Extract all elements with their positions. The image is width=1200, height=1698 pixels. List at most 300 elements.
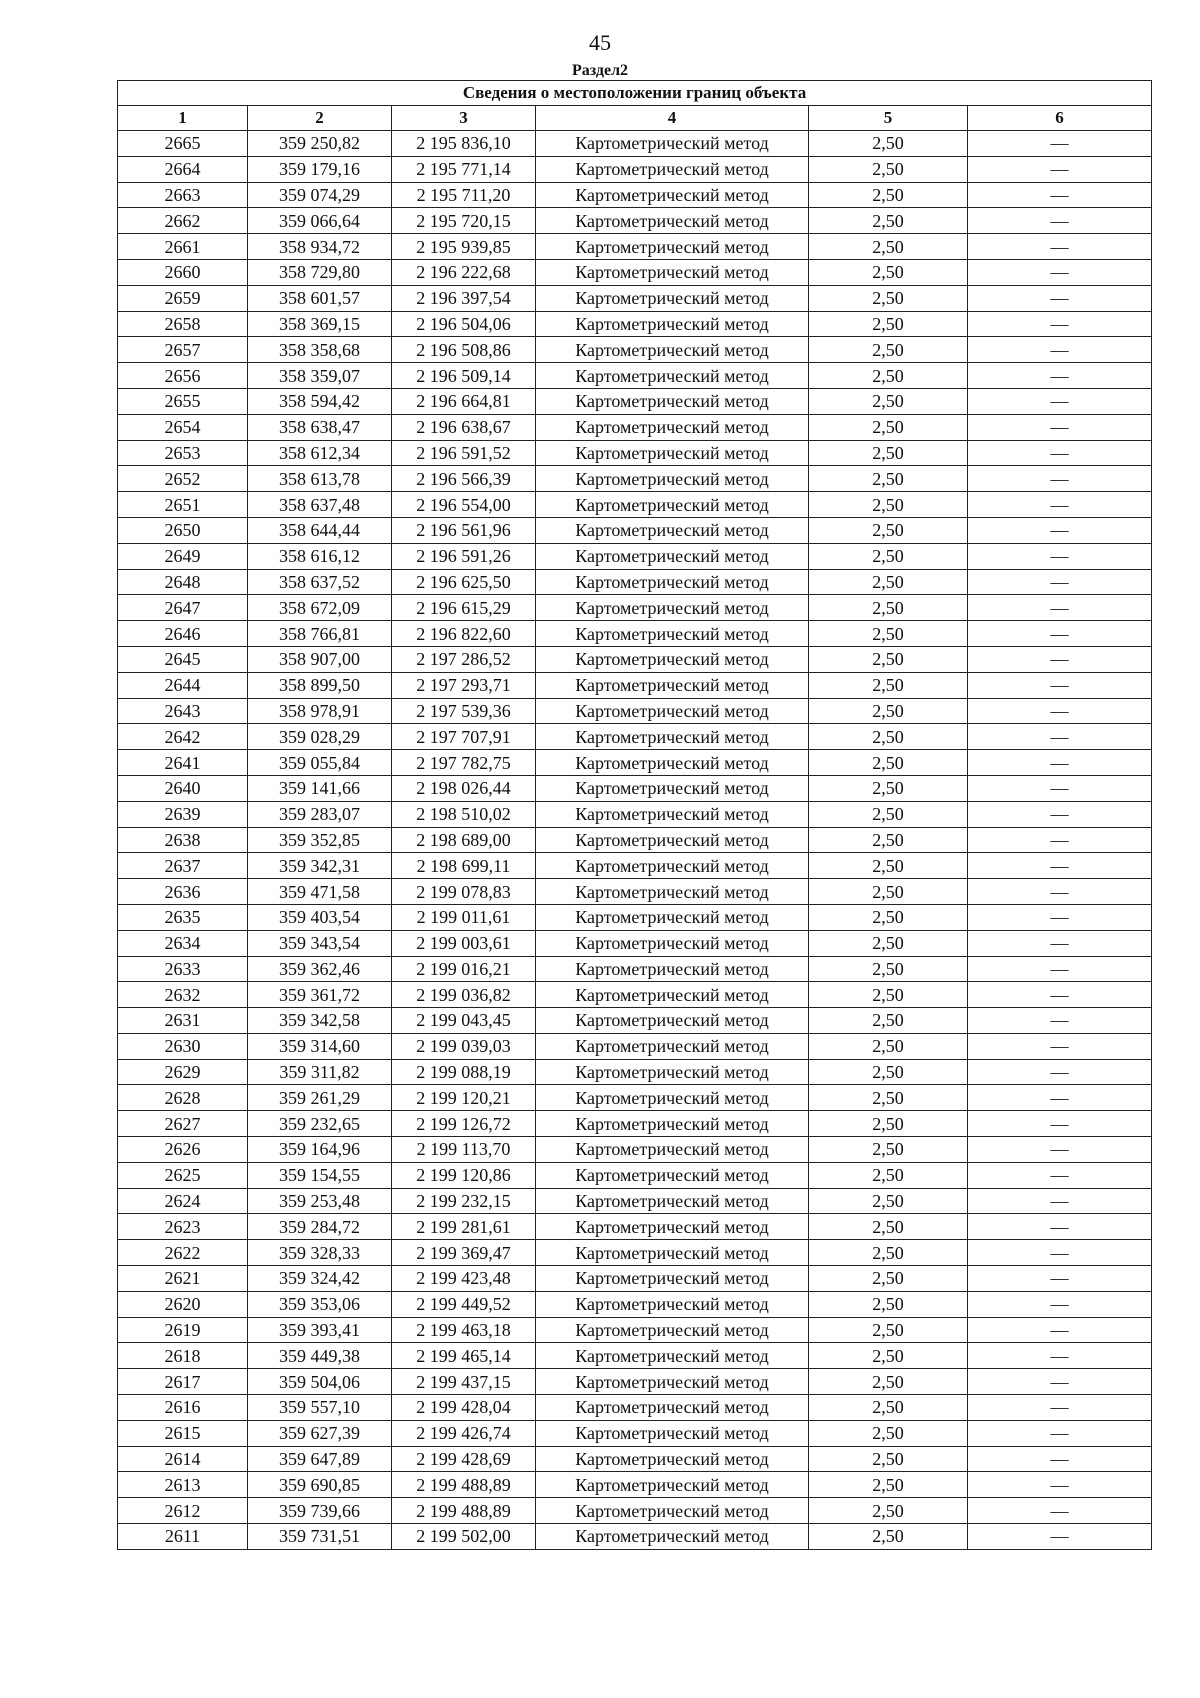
description-cell: — [968, 879, 1152, 905]
accuracy-cell: 2,50 [809, 363, 968, 389]
description-cell: — [968, 156, 1152, 182]
method-cell: Картометрический метод [536, 363, 809, 389]
description-cell: — [968, 1291, 1152, 1317]
method-cell: Картометрический метод [536, 311, 809, 337]
table-row [118, 569, 1152, 595]
point-number-cell: 2651 [118, 492, 248, 518]
method-cell: Картометрический метод [536, 724, 809, 750]
accuracy-cell: 2,50 [809, 621, 968, 647]
column-header: 1 [118, 106, 248, 131]
table-row [118, 363, 1152, 389]
y-coordinate-cell: 2 196 591,52 [392, 440, 536, 466]
table-row [118, 259, 1152, 285]
column-header: 3 [392, 106, 536, 131]
description-cell: — [968, 1524, 1152, 1550]
x-coordinate-cell: 359 504,06 [248, 1369, 392, 1395]
method-cell: Картометрический метод [536, 982, 809, 1008]
method-cell: Картометрический метод [536, 1446, 809, 1472]
point-number-cell: 2660 [118, 259, 248, 285]
accuracy-cell: 2,50 [809, 1446, 968, 1472]
table-row [118, 724, 1152, 750]
description-cell: — [968, 982, 1152, 1008]
method-cell: Картометрический метод [536, 1111, 809, 1137]
accuracy-cell: 2,50 [809, 311, 968, 337]
table-row [118, 1214, 1152, 1240]
point-number-cell: 2631 [118, 1008, 248, 1034]
table-row [118, 1369, 1152, 1395]
method-cell: Картометрический метод [536, 543, 809, 569]
table-title-row [118, 81, 1152, 106]
table-row [118, 1240, 1152, 1266]
description-cell: — [968, 1317, 1152, 1343]
table-row [118, 1472, 1152, 1498]
table-row [118, 1524, 1152, 1550]
table-row [118, 1008, 1152, 1034]
y-coordinate-cell: 2 199 369,47 [392, 1240, 536, 1266]
y-coordinate-cell: 2 196 554,00 [392, 492, 536, 518]
table-row [118, 1059, 1152, 1085]
point-number-cell: 2634 [118, 930, 248, 956]
table-row [118, 182, 1152, 208]
y-coordinate-cell: 2 198 510,02 [392, 801, 536, 827]
description-cell: — [968, 724, 1152, 750]
accuracy-cell: 2,50 [809, 1343, 968, 1369]
description-cell: — [968, 569, 1152, 595]
point-number-cell: 2629 [118, 1059, 248, 1085]
accuracy-cell: 2,50 [809, 853, 968, 879]
y-coordinate-cell: 2 199 003,61 [392, 930, 536, 956]
point-number-cell: 2619 [118, 1317, 248, 1343]
x-coordinate-cell: 358 766,81 [248, 621, 392, 647]
method-cell: Картометрический метод [536, 285, 809, 311]
table-row [118, 1111, 1152, 1137]
point-number-cell: 2656 [118, 363, 248, 389]
accuracy-cell: 2,50 [809, 466, 968, 492]
point-number-cell: 2652 [118, 466, 248, 492]
accuracy-cell: 2,50 [809, 492, 968, 518]
point-number-cell: 2661 [118, 234, 248, 260]
description-cell: — [968, 1240, 1152, 1266]
method-cell: Картометрический метод [536, 1214, 809, 1240]
table-row [118, 1291, 1152, 1317]
table-row [118, 595, 1152, 621]
method-cell: Картометрический метод [536, 182, 809, 208]
point-number-cell: 2625 [118, 1162, 248, 1188]
y-coordinate-cell: 2 197 707,91 [392, 724, 536, 750]
y-coordinate-cell: 2 199 488,89 [392, 1498, 536, 1524]
y-coordinate-cell: 2 199 043,45 [392, 1008, 536, 1034]
table-row [118, 750, 1152, 776]
description-cell: — [968, 1395, 1152, 1421]
description-cell: — [968, 1472, 1152, 1498]
x-coordinate-cell: 359 627,39 [248, 1420, 392, 1446]
y-coordinate-cell: 2 199 502,00 [392, 1524, 536, 1550]
point-number-cell: 2627 [118, 1111, 248, 1137]
method-cell: Картометрический метод [536, 208, 809, 234]
method-cell: Картометрический метод [536, 930, 809, 956]
method-cell: Картометрический метод [536, 131, 809, 157]
description-cell: — [968, 466, 1152, 492]
point-number-cell: 2635 [118, 904, 248, 930]
y-coordinate-cell: 2 196 664,81 [392, 388, 536, 414]
y-coordinate-cell: 2 195 720,15 [392, 208, 536, 234]
x-coordinate-cell: 358 612,34 [248, 440, 392, 466]
accuracy-cell: 2,50 [809, 1059, 968, 1085]
method-cell: Картометрический метод [536, 337, 809, 363]
y-coordinate-cell: 2 196 397,54 [392, 285, 536, 311]
table-row [118, 543, 1152, 569]
table-row [118, 1162, 1152, 1188]
accuracy-cell: 2,50 [809, 234, 968, 260]
x-coordinate-cell: 358 369,15 [248, 311, 392, 337]
x-coordinate-cell: 358 594,42 [248, 388, 392, 414]
accuracy-cell: 2,50 [809, 827, 968, 853]
y-coordinate-cell: 2 195 939,85 [392, 234, 536, 260]
x-coordinate-cell: 359 141,66 [248, 775, 392, 801]
x-coordinate-cell: 359 361,72 [248, 982, 392, 1008]
x-coordinate-cell: 359 311,82 [248, 1059, 392, 1085]
table-row [118, 646, 1152, 672]
column-header: 5 [809, 106, 968, 131]
accuracy-cell: 2,50 [809, 1317, 968, 1343]
x-coordinate-cell: 359 557,10 [248, 1395, 392, 1421]
method-cell: Картометрический метод [536, 569, 809, 595]
accuracy-cell: 2,50 [809, 750, 968, 776]
table-row [118, 517, 1152, 543]
accuracy-cell: 2,50 [809, 259, 968, 285]
x-coordinate-cell: 359 343,54 [248, 930, 392, 956]
point-number-cell: 2649 [118, 543, 248, 569]
point-number-cell: 2626 [118, 1137, 248, 1163]
table-row [118, 1033, 1152, 1059]
y-coordinate-cell: 2 199 113,70 [392, 1137, 536, 1163]
description-cell: — [968, 1188, 1152, 1214]
description-cell: — [968, 1008, 1152, 1034]
x-coordinate-cell: 358 638,47 [248, 414, 392, 440]
y-coordinate-cell: 2 195 836,10 [392, 131, 536, 157]
x-coordinate-cell: 359 164,96 [248, 1137, 392, 1163]
coordinates-table [117, 80, 1152, 1550]
point-number-cell: 2617 [118, 1369, 248, 1395]
point-number-cell: 2637 [118, 853, 248, 879]
x-coordinate-cell: 359 154,55 [248, 1162, 392, 1188]
point-number-cell: 2642 [118, 724, 248, 750]
method-cell: Картометрический метод [536, 1188, 809, 1214]
accuracy-cell: 2,50 [809, 414, 968, 440]
y-coordinate-cell: 2 199 428,04 [392, 1395, 536, 1421]
y-coordinate-cell: 2 199 426,74 [392, 1420, 536, 1446]
y-coordinate-cell: 2 196 615,29 [392, 595, 536, 621]
x-coordinate-cell: 359 283,07 [248, 801, 392, 827]
method-cell: Картометрический метод [536, 440, 809, 466]
method-cell: Картометрический метод [536, 1524, 809, 1550]
description-cell: — [968, 311, 1152, 337]
x-coordinate-cell: 359 449,38 [248, 1343, 392, 1369]
method-cell: Картометрический метод [536, 956, 809, 982]
point-number-cell: 2632 [118, 982, 248, 1008]
x-coordinate-cell: 359 250,82 [248, 131, 392, 157]
point-number-cell: 2636 [118, 879, 248, 905]
description-cell: — [968, 646, 1152, 672]
x-coordinate-cell: 359 353,06 [248, 1291, 392, 1317]
x-coordinate-cell: 358 616,12 [248, 543, 392, 569]
y-coordinate-cell: 2 199 126,72 [392, 1111, 536, 1137]
description-cell: — [968, 775, 1152, 801]
description-cell: — [968, 1162, 1152, 1188]
column-header-row [118, 106, 1152, 131]
accuracy-cell: 2,50 [809, 1524, 968, 1550]
table-title: Сведения о местоположении границ объекта [118, 81, 1152, 106]
table-row [118, 853, 1152, 879]
y-coordinate-cell: 2 199 488,89 [392, 1472, 536, 1498]
x-coordinate-cell: 359 179,16 [248, 156, 392, 182]
accuracy-cell: 2,50 [809, 1008, 968, 1034]
accuracy-cell: 2,50 [809, 930, 968, 956]
method-cell: Картометрический метод [536, 1162, 809, 1188]
method-cell: Картометрический метод [536, 801, 809, 827]
table-row [118, 904, 1152, 930]
column-header: 6 [968, 106, 1152, 131]
point-number-cell: 2611 [118, 1524, 248, 1550]
x-coordinate-cell: 359 393,41 [248, 1317, 392, 1343]
accuracy-cell: 2,50 [809, 801, 968, 827]
description-cell: — [968, 1059, 1152, 1085]
method-cell: Картометрический метод [536, 621, 809, 647]
description-cell: — [968, 1214, 1152, 1240]
description-cell: — [968, 1137, 1152, 1163]
y-coordinate-cell: 2 199 088,19 [392, 1059, 536, 1085]
method-cell: Картометрический метод [536, 1317, 809, 1343]
x-coordinate-cell: 359 314,60 [248, 1033, 392, 1059]
x-coordinate-cell: 358 729,80 [248, 259, 392, 285]
description-cell: — [968, 930, 1152, 956]
x-coordinate-cell: 359 261,29 [248, 1085, 392, 1111]
point-number-cell: 2662 [118, 208, 248, 234]
description-cell: — [968, 182, 1152, 208]
point-number-cell: 2648 [118, 569, 248, 595]
x-coordinate-cell: 358 907,00 [248, 646, 392, 672]
accuracy-cell: 2,50 [809, 569, 968, 595]
description-cell: — [968, 363, 1152, 389]
accuracy-cell: 2,50 [809, 1369, 968, 1395]
x-coordinate-cell: 358 613,78 [248, 466, 392, 492]
accuracy-cell: 2,50 [809, 904, 968, 930]
y-coordinate-cell: 2 196 625,50 [392, 569, 536, 595]
y-coordinate-cell: 2 199 120,21 [392, 1085, 536, 1111]
accuracy-cell: 2,50 [809, 543, 968, 569]
accuracy-cell: 2,50 [809, 595, 968, 621]
y-coordinate-cell: 2 197 293,71 [392, 672, 536, 698]
accuracy-cell: 2,50 [809, 388, 968, 414]
accuracy-cell: 2,50 [809, 982, 968, 1008]
accuracy-cell: 2,50 [809, 1420, 968, 1446]
y-coordinate-cell: 2 199 437,15 [392, 1369, 536, 1395]
section-title: Раздел2 [571, 62, 629, 79]
x-coordinate-cell: 359 647,89 [248, 1446, 392, 1472]
accuracy-cell: 2,50 [809, 1033, 968, 1059]
x-coordinate-cell: 359 362,46 [248, 956, 392, 982]
description-cell: — [968, 440, 1152, 466]
accuracy-cell: 2,50 [809, 724, 968, 750]
description-cell: — [968, 131, 1152, 157]
y-coordinate-cell: 2 198 026,44 [392, 775, 536, 801]
table-body [118, 131, 1152, 1550]
point-number-cell: 2620 [118, 1291, 248, 1317]
point-number-cell: 2628 [118, 1085, 248, 1111]
point-number-cell: 2638 [118, 827, 248, 853]
table-row [118, 698, 1152, 724]
method-cell: Картометрический метод [536, 1369, 809, 1395]
x-coordinate-cell: 359 471,58 [248, 879, 392, 905]
method-cell: Картометрический метод [536, 517, 809, 543]
x-coordinate-cell: 358 978,91 [248, 698, 392, 724]
table-row [118, 440, 1152, 466]
y-coordinate-cell: 2 196 509,14 [392, 363, 536, 389]
point-number-cell: 2624 [118, 1188, 248, 1214]
y-coordinate-cell: 2 197 286,52 [392, 646, 536, 672]
table-row [118, 492, 1152, 518]
accuracy-cell: 2,50 [809, 1188, 968, 1214]
table-row [118, 337, 1152, 363]
method-cell: Картометрический метод [536, 1033, 809, 1059]
description-cell: — [968, 1420, 1152, 1446]
description-cell: — [968, 1446, 1152, 1472]
description-cell: — [968, 904, 1152, 930]
description-cell: — [968, 1266, 1152, 1292]
y-coordinate-cell: 2 196 504,06 [392, 311, 536, 337]
y-coordinate-cell: 2 199 039,03 [392, 1033, 536, 1059]
method-cell: Картометрический метод [536, 827, 809, 853]
description-cell: — [968, 543, 1152, 569]
point-number-cell: 2630 [118, 1033, 248, 1059]
point-number-cell: 2653 [118, 440, 248, 466]
y-coordinate-cell: 2 199 036,82 [392, 982, 536, 1008]
accuracy-cell: 2,50 [809, 208, 968, 234]
description-cell: — [968, 672, 1152, 698]
accuracy-cell: 2,50 [809, 1395, 968, 1421]
point-number-cell: 2641 [118, 750, 248, 776]
y-coordinate-cell: 2 199 078,83 [392, 879, 536, 905]
point-number-cell: 2615 [118, 1420, 248, 1446]
accuracy-cell: 2,50 [809, 182, 968, 208]
point-number-cell: 2616 [118, 1395, 248, 1421]
x-coordinate-cell: 359 352,85 [248, 827, 392, 853]
accuracy-cell: 2,50 [809, 1291, 968, 1317]
point-number-cell: 2618 [118, 1343, 248, 1369]
column-header: 2 [248, 106, 392, 131]
x-coordinate-cell: 359 690,85 [248, 1472, 392, 1498]
x-coordinate-cell: 359 342,31 [248, 853, 392, 879]
y-coordinate-cell: 2 196 508,86 [392, 337, 536, 363]
table-row [118, 466, 1152, 492]
accuracy-cell: 2,50 [809, 285, 968, 311]
table-row [118, 208, 1152, 234]
accuracy-cell: 2,50 [809, 1472, 968, 1498]
point-number-cell: 2654 [118, 414, 248, 440]
table-row [118, 1317, 1152, 1343]
y-coordinate-cell: 2 199 011,61 [392, 904, 536, 930]
accuracy-cell: 2,50 [809, 156, 968, 182]
description-cell: — [968, 337, 1152, 363]
x-coordinate-cell: 359 342,58 [248, 1008, 392, 1034]
method-cell: Картометрический метод [536, 259, 809, 285]
accuracy-cell: 2,50 [809, 1162, 968, 1188]
description-cell: — [968, 956, 1152, 982]
method-cell: Картометрический метод [536, 1059, 809, 1085]
table-row [118, 1395, 1152, 1421]
x-coordinate-cell: 359 232,65 [248, 1111, 392, 1137]
y-coordinate-cell: 2 199 428,69 [392, 1446, 536, 1472]
table-row [118, 1446, 1152, 1472]
x-coordinate-cell: 359 731,51 [248, 1524, 392, 1550]
table-row [118, 1085, 1152, 1111]
description-cell: — [968, 414, 1152, 440]
method-cell: Картометрический метод [536, 595, 809, 621]
point-number-cell: 2643 [118, 698, 248, 724]
x-coordinate-cell: 358 899,50 [248, 672, 392, 698]
table-row [118, 234, 1152, 260]
x-coordinate-cell: 358 637,48 [248, 492, 392, 518]
y-coordinate-cell: 2 196 561,96 [392, 517, 536, 543]
table-row [118, 311, 1152, 337]
y-coordinate-cell: 2 197 782,75 [392, 750, 536, 776]
method-cell: Картометрический метод [536, 1266, 809, 1292]
method-cell: Картометрический метод [536, 466, 809, 492]
description-cell: — [968, 492, 1152, 518]
description-cell: — [968, 208, 1152, 234]
point-number-cell: 2614 [118, 1446, 248, 1472]
x-coordinate-cell: 359 403,54 [248, 904, 392, 930]
x-coordinate-cell: 359 074,29 [248, 182, 392, 208]
table-row [118, 621, 1152, 647]
method-cell: Картометрический метод [536, 853, 809, 879]
method-cell: Картометрический метод [536, 750, 809, 776]
accuracy-cell: 2,50 [809, 1085, 968, 1111]
accuracy-cell: 2,50 [809, 337, 968, 363]
x-coordinate-cell: 358 359,07 [248, 363, 392, 389]
x-coordinate-cell: 359 739,66 [248, 1498, 392, 1524]
table-row [118, 1420, 1152, 1446]
accuracy-cell: 2,50 [809, 698, 968, 724]
y-coordinate-cell: 2 199 449,52 [392, 1291, 536, 1317]
point-number-cell: 2613 [118, 1472, 248, 1498]
method-cell: Картометрический метод [536, 414, 809, 440]
description-cell: — [968, 595, 1152, 621]
description-cell: — [968, 517, 1152, 543]
table-row [118, 1343, 1152, 1369]
x-coordinate-cell: 358 358,68 [248, 337, 392, 363]
point-number-cell: 2657 [118, 337, 248, 363]
y-coordinate-cell: 2 199 281,61 [392, 1214, 536, 1240]
method-cell: Картометрический метод [536, 904, 809, 930]
table-row [118, 956, 1152, 982]
description-cell: — [968, 1033, 1152, 1059]
description-cell: — [968, 285, 1152, 311]
y-coordinate-cell: 2 199 423,48 [392, 1266, 536, 1292]
description-cell: — [968, 259, 1152, 285]
y-coordinate-cell: 2 196 222,68 [392, 259, 536, 285]
method-cell: Картометрический метод [536, 1472, 809, 1498]
description-cell: — [968, 234, 1152, 260]
point-number-cell: 2655 [118, 388, 248, 414]
accuracy-cell: 2,50 [809, 672, 968, 698]
accuracy-cell: 2,50 [809, 1498, 968, 1524]
x-coordinate-cell: 358 601,57 [248, 285, 392, 311]
y-coordinate-cell: 2 199 120,86 [392, 1162, 536, 1188]
y-coordinate-cell: 2 196 822,60 [392, 621, 536, 647]
point-number-cell: 2665 [118, 131, 248, 157]
y-coordinate-cell: 2 198 689,00 [392, 827, 536, 853]
